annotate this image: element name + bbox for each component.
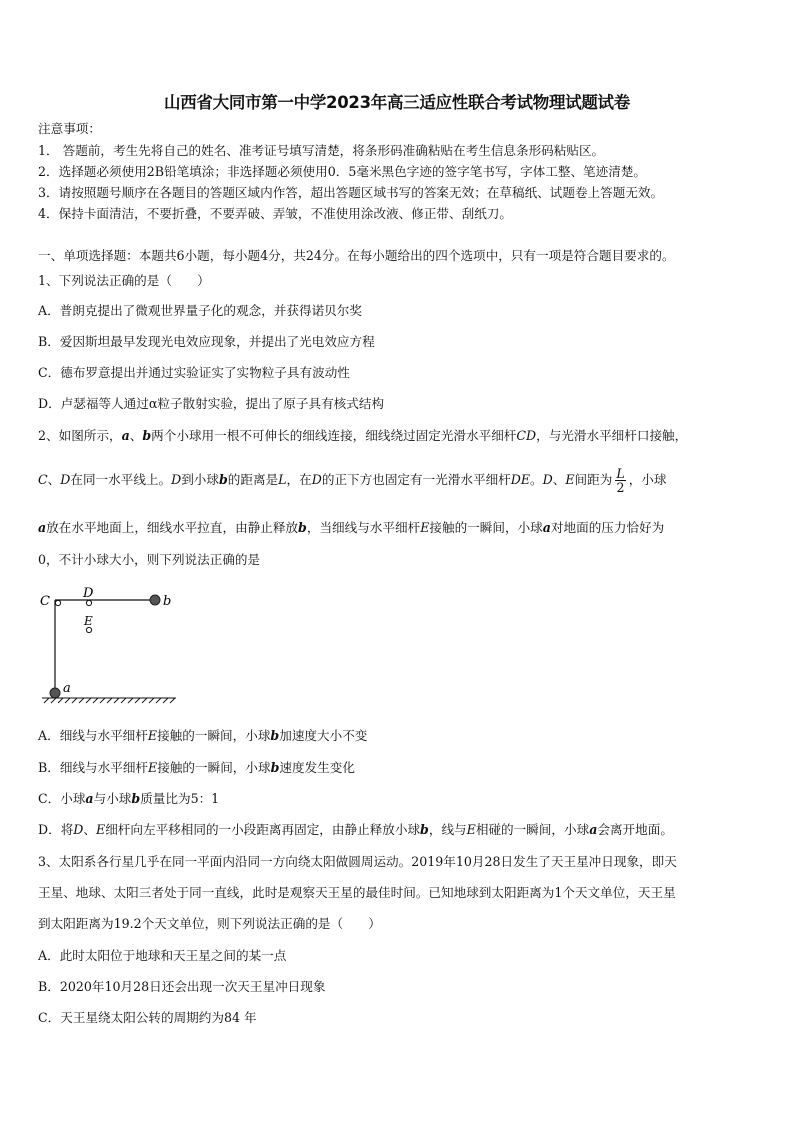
q2-text: 2、如图所示， bbox=[38, 428, 122, 443]
q1-option-c: C．德布罗意提出并通过实验证实了实物粒子具有波动性 bbox=[38, 365, 350, 380]
q2-text: 的正下方也固定有一光滑水平细杆 bbox=[321, 472, 511, 487]
var-b: b bbox=[142, 428, 152, 443]
fraction-numerator: L bbox=[616, 466, 625, 481]
q2-text: 与小球 bbox=[93, 791, 132, 806]
rod-d-icon bbox=[86, 600, 91, 605]
q2-text: B．细线与水平细杆 bbox=[38, 760, 149, 775]
q2-text: 。 bbox=[530, 472, 543, 487]
var-d: D bbox=[542, 472, 553, 487]
q2-text: ，在 bbox=[286, 472, 312, 487]
q2-text: 、 bbox=[129, 428, 143, 443]
page-title: 山西省大同市第一中学2023年高三适应性联合考试物理试题试卷 bbox=[164, 93, 630, 112]
q2-text: ，小球 bbox=[628, 472, 667, 487]
var-c: C bbox=[38, 472, 48, 487]
q2-option-a bbox=[38, 728, 367, 744]
notice-item-3: 3．请按照题号顺序在各题目的答题区域内作答，超出答题区域书写的答案无效；在草稿纸、试题卷上答题无效。 bbox=[38, 185, 664, 200]
q2-text: 、 bbox=[552, 472, 566, 487]
var-e: E bbox=[148, 760, 158, 775]
q2-text: 放在水平地面上，细线水平拉直，由静止释放 bbox=[46, 520, 299, 535]
label-c: C bbox=[40, 594, 50, 609]
label-a: a bbox=[63, 681, 71, 696]
q2-text: 接触的一瞬间，小球 bbox=[157, 760, 271, 775]
q2-text: 在同一水平线上。 bbox=[70, 472, 172, 487]
rod-c-icon bbox=[55, 600, 60, 605]
var-d: D bbox=[60, 472, 71, 487]
q1-option-a: A．普朗克提出了微观世界量子化的观念，并获得诺贝尔奖 bbox=[38, 303, 362, 318]
var-a: a bbox=[38, 520, 47, 535]
q3-stem-line2: 王星、地球、太阳三者处于同一直线，此时是观察天王星的最佳时间。已知地球到太阳距离为1个天文单位，天王星 bbox=[38, 885, 676, 900]
q2-text: 、 bbox=[47, 472, 61, 487]
q2-text: ，当细线与水平细杆 bbox=[306, 520, 421, 535]
rod-e-icon bbox=[86, 627, 91, 632]
q2-text: 间距为 bbox=[574, 472, 613, 487]
notice-item-4: 4．保持卡面清洁，不要折叠，不要弄破、弄皱，不准使用涂改液、修正带、刮纸刀。 bbox=[38, 206, 512, 221]
var-b: b bbox=[218, 472, 228, 487]
section-header: 一、单项选择题：本题共6小题，每小题4分，共24分。在每小题给出的四个选项中，只有一项是符合题目要求的。 bbox=[38, 248, 675, 263]
var-cd: CD bbox=[516, 428, 537, 443]
var-e: E bbox=[147, 728, 158, 743]
q2-option-b bbox=[38, 760, 355, 776]
q2-stem-line2 bbox=[38, 466, 666, 494]
q2-option-d bbox=[38, 822, 673, 838]
q1-option-b: B．爱因斯坦最早发现光电效应现象，并提出了光电效应方程 bbox=[38, 334, 375, 349]
fraction-denominator: 2 bbox=[616, 480, 625, 495]
q2-text: 对地面的压力恰好为 bbox=[550, 520, 665, 535]
fraction-l-over-2 bbox=[615, 467, 625, 494]
q2-text: 质量比为5：1 bbox=[140, 791, 220, 806]
var-b: b bbox=[131, 791, 141, 806]
var-a: a bbox=[589, 822, 598, 837]
q2-text: 会离开地面。 bbox=[597, 822, 673, 837]
q2-text: A．细线与水平细杆 bbox=[38, 728, 148, 743]
notice-item-2: 2．选择题必须使用2B铅笔填涂；非选择题必须使用0．5毫米黑色字迹的签字笔书写，字体工整、笔迹清楚。 bbox=[38, 164, 647, 179]
q2-text: 相碰的一瞬间，小球 bbox=[475, 822, 590, 837]
q2-stem-line1 bbox=[38, 428, 687, 444]
var-a: a bbox=[121, 428, 130, 443]
q2-text: 接触的一瞬间，小球 bbox=[429, 520, 543, 535]
q2-text: 的距离是 bbox=[227, 472, 279, 487]
q2-option-c bbox=[38, 791, 219, 807]
var-b: b bbox=[270, 760, 280, 775]
var-l: L bbox=[278, 472, 287, 487]
q3-option-b: B．2020年10月28日还会出现一次天王星冲日现象 bbox=[38, 979, 326, 994]
ball-b-icon bbox=[150, 595, 160, 605]
q2-text: C．小球 bbox=[38, 791, 86, 806]
var-b: b bbox=[298, 520, 307, 535]
var-e: E bbox=[96, 822, 106, 837]
var-a: a bbox=[542, 520, 551, 535]
q3-stem-line1: 3、太阳系各行星几乎在同一平面内沿同一方向绕太阳做圆周运动。2019年10月28日发生了天王星冲日现象，即天 bbox=[38, 854, 677, 869]
q2-text: 两个小球用一根不可伸长的细线连接，细线绕过固定光滑水平细杆 bbox=[151, 428, 517, 443]
q2-text: 接触的一瞬间，小球 bbox=[157, 728, 271, 743]
var-a: a bbox=[85, 791, 94, 806]
q2-text: 细杆向左平移相同的一小段距离再固定，由静止释放小球 bbox=[105, 822, 421, 837]
q2-text: 速度发生变化 bbox=[279, 760, 355, 775]
q3-option-c: C．天王星绕太阳公转的周期约为84 年 bbox=[38, 1010, 257, 1025]
notice-heading: 注意事项： bbox=[38, 121, 101, 136]
q2-text: ，线与 bbox=[428, 822, 467, 837]
q2-text: 到小球 bbox=[181, 472, 219, 487]
label-b: b bbox=[163, 594, 172, 609]
var-d: D bbox=[171, 472, 182, 487]
q2-text: ，与光滑水平细杆口接触， bbox=[536, 428, 688, 443]
q3-stem-line3: 到太阳距离为19.2个天文单位，则下列说法正确的是（ ） bbox=[38, 916, 381, 931]
var-e: E bbox=[420, 520, 430, 535]
q2-figure bbox=[36, 584, 186, 710]
var-b: b bbox=[270, 728, 280, 743]
var-de: DE bbox=[510, 472, 531, 487]
var-d: D bbox=[311, 472, 322, 487]
q2-text: D．将 bbox=[38, 822, 74, 837]
ground-hatching bbox=[44, 698, 175, 703]
var-b: b bbox=[420, 822, 429, 837]
var-e: E bbox=[466, 822, 476, 837]
label-e: E bbox=[84, 614, 93, 628]
label-d: D bbox=[83, 586, 94, 601]
q3-option-a: A．此时太阳位于地球和天王星之间的某一点 bbox=[38, 948, 287, 963]
var-d: D bbox=[73, 822, 84, 837]
q1-stem: 1、下列说法正确的是（ ） bbox=[38, 273, 210, 288]
q1-option-d: D．卢瑟福等人通过α粒子散射实验，提出了原子具有核式结构 bbox=[38, 396, 385, 411]
notice-item-1: 1． 答题前，考生先将自己的姓名、准考证号填写清楚，将条形码准确粘贴在考生信息条形码粘贴区。 bbox=[38, 143, 605, 158]
q2-text: 加速度大小不变 bbox=[279, 728, 368, 743]
q2-stem-line3 bbox=[38, 520, 664, 536]
var-e: E bbox=[565, 472, 575, 487]
q2-stem-line4: 0，不计小球大小，则下列说法正确的是 bbox=[38, 552, 261, 567]
q2-text: 、 bbox=[83, 822, 96, 837]
ball-a-icon bbox=[50, 688, 60, 698]
